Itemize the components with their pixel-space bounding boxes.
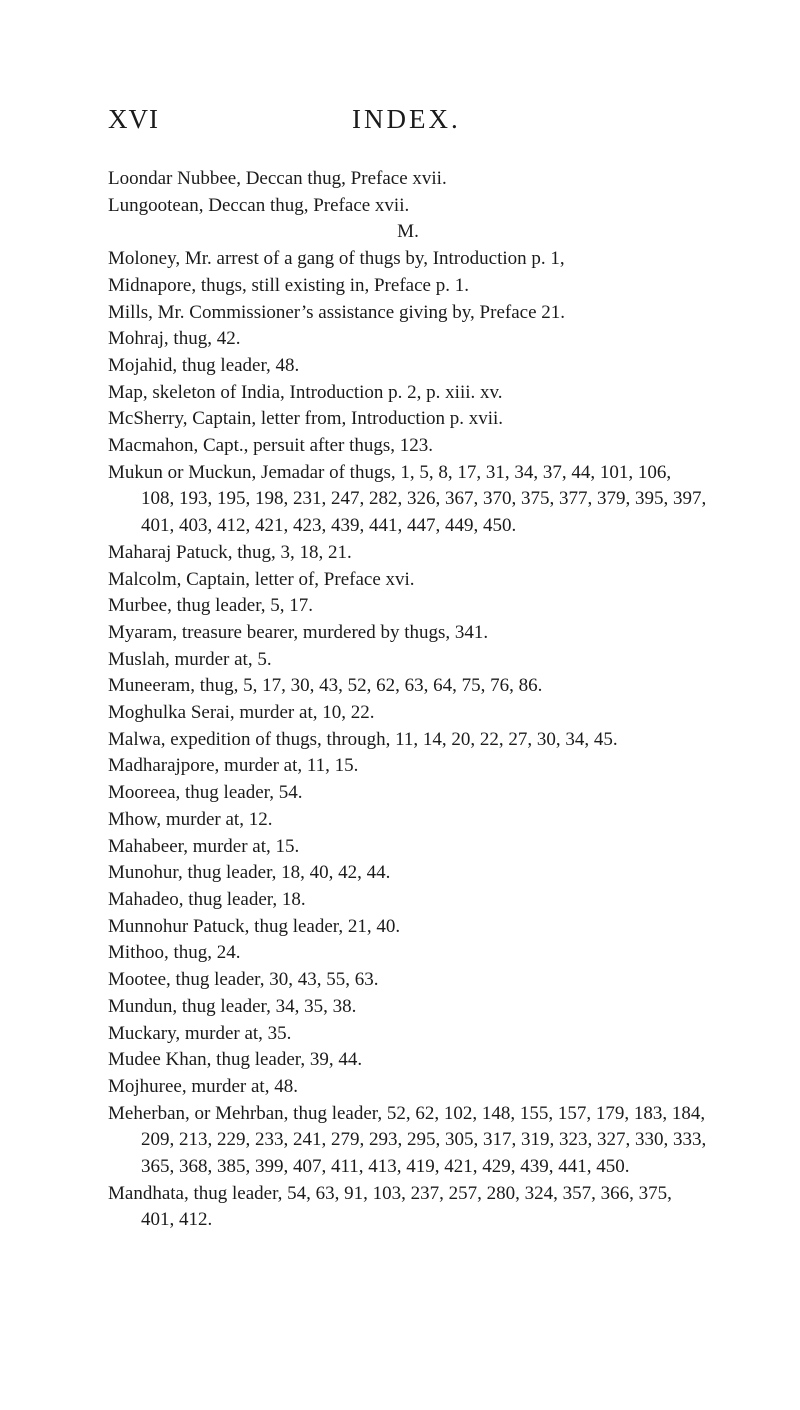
index-entry: Mudee Khan, thug leader, 39, 44. bbox=[108, 1049, 363, 1071]
index-entry: Muslah, murder at, 5. bbox=[108, 648, 272, 670]
section-letter: M. bbox=[397, 221, 419, 243]
index-entry: Muckary, murder at, 35. bbox=[108, 1022, 292, 1044]
index-entries bbox=[108, 166, 708, 1234]
index-entry: Malwa, expedition of thugs, through, 11, 14, 20, 22, 27, 30, 34, 45. bbox=[108, 728, 618, 750]
index-entry: Mohraj, thug, 42. bbox=[108, 328, 241, 350]
index-entry: Mojahid, thug leader, 48. bbox=[108, 354, 300, 376]
index-entry: Mundun, thug leader, 34, 35, 38. bbox=[108, 995, 357, 1017]
index-entry: Myaram, treasure bearer, murdered by thugs, 341. bbox=[108, 621, 489, 643]
index-entry: Mooreea, thug leader, 54. bbox=[108, 782, 303, 804]
index-entry: Mahadeo, thug leader, 18. bbox=[108, 888, 306, 910]
index-entry: Moloney, Mr. arrest of a gang of thugs by, Introduction p. 1, bbox=[108, 248, 565, 270]
index-entry: Munohur, thug leader, 18, 40, 42, 44. bbox=[108, 862, 391, 884]
index-entry: Mandhata, thug leader, 54, 63, 91, 103, 237, 257, 280, 324, 357, 366, 375, 401, 412. bbox=[108, 1182, 672, 1231]
index-entry: Malcolm, Captain, letter of, Preface xvi. bbox=[108, 568, 415, 590]
index-entry: Mills, Mr. Commissioner’s assistance giving by, Preface 21. bbox=[108, 301, 566, 323]
index-entry: Mithoo, thug, 24. bbox=[108, 942, 241, 964]
index-entry: Mojhuree, murder at, 48. bbox=[108, 1075, 298, 1097]
index-entry: Munnohur Patuck, thug leader, 21, 40. bbox=[108, 915, 401, 937]
index-entry: Mootee, thug leader, 30, 43, 55, 63. bbox=[108, 969, 379, 991]
index-entry: Macmahon, Capt., persuit after thugs, 123. bbox=[108, 435, 434, 457]
index-entry: Meherban, or Mehrban, thug leader, 52, 62, 102, 148, 155, 157, 179, 183, 184, 209, 213, 229, 233, 241, 279, 293, 295, 305, 317, 319, 323, 327, 330, 333, 365, 368, 385, 399, 407, 411, 413, 419, 421, 429, 439, 441, 450. bbox=[108, 1102, 707, 1178]
index-entry: McSherry, Captain, letter from, Introduction p. xvii. bbox=[108, 408, 504, 430]
page-title: INDEX. bbox=[352, 104, 461, 134]
page-header bbox=[0, 104, 800, 144]
page-number: XVI bbox=[108, 104, 159, 134]
index-entry: Lungootean, Deccan thug, Preface xvii. bbox=[108, 194, 410, 216]
index-entry: Madharajpore, murder at, 11, 15. bbox=[108, 755, 359, 777]
index-entry: Map, skeleton of India, Introduction p. 2, p. xiii. xv. bbox=[108, 381, 503, 403]
index-entry: Mahabeer, murder at, 15. bbox=[108, 835, 300, 857]
index-entry: Mhow, murder at, 12. bbox=[108, 808, 273, 830]
index-entry: Maharaj Patuck, thug, 3, 18, 21. bbox=[108, 541, 352, 563]
index-entry: Mukun or Muckun, Jemadar of thugs, 1, 5, 8, 17, 31, 34, 37, 44, 101, 106, 108, 193, 195, 198, 231, 247, 282, 326, 367, 370, 375, 377, 379, 395, 397, 401, 403, 412, 421, 423, 439, 441, 447, 449, 450. bbox=[108, 461, 707, 537]
index-entry: Muneeram, thug, 5, 17, 30, 43, 52, 62, 63, 64, 75, 76, 86. bbox=[108, 675, 543, 697]
index-entry: Midnapore, thugs, still existing in, Preface p. 1. bbox=[108, 274, 469, 296]
index-entry: Moghulka Serai, murder at, 10, 22. bbox=[108, 702, 375, 724]
index-entry: Murbee, thug leader, 5, 17. bbox=[108, 595, 314, 617]
index-entry: Loondar Nubbee, Deccan thug, Preface xvii. bbox=[108, 168, 447, 189]
